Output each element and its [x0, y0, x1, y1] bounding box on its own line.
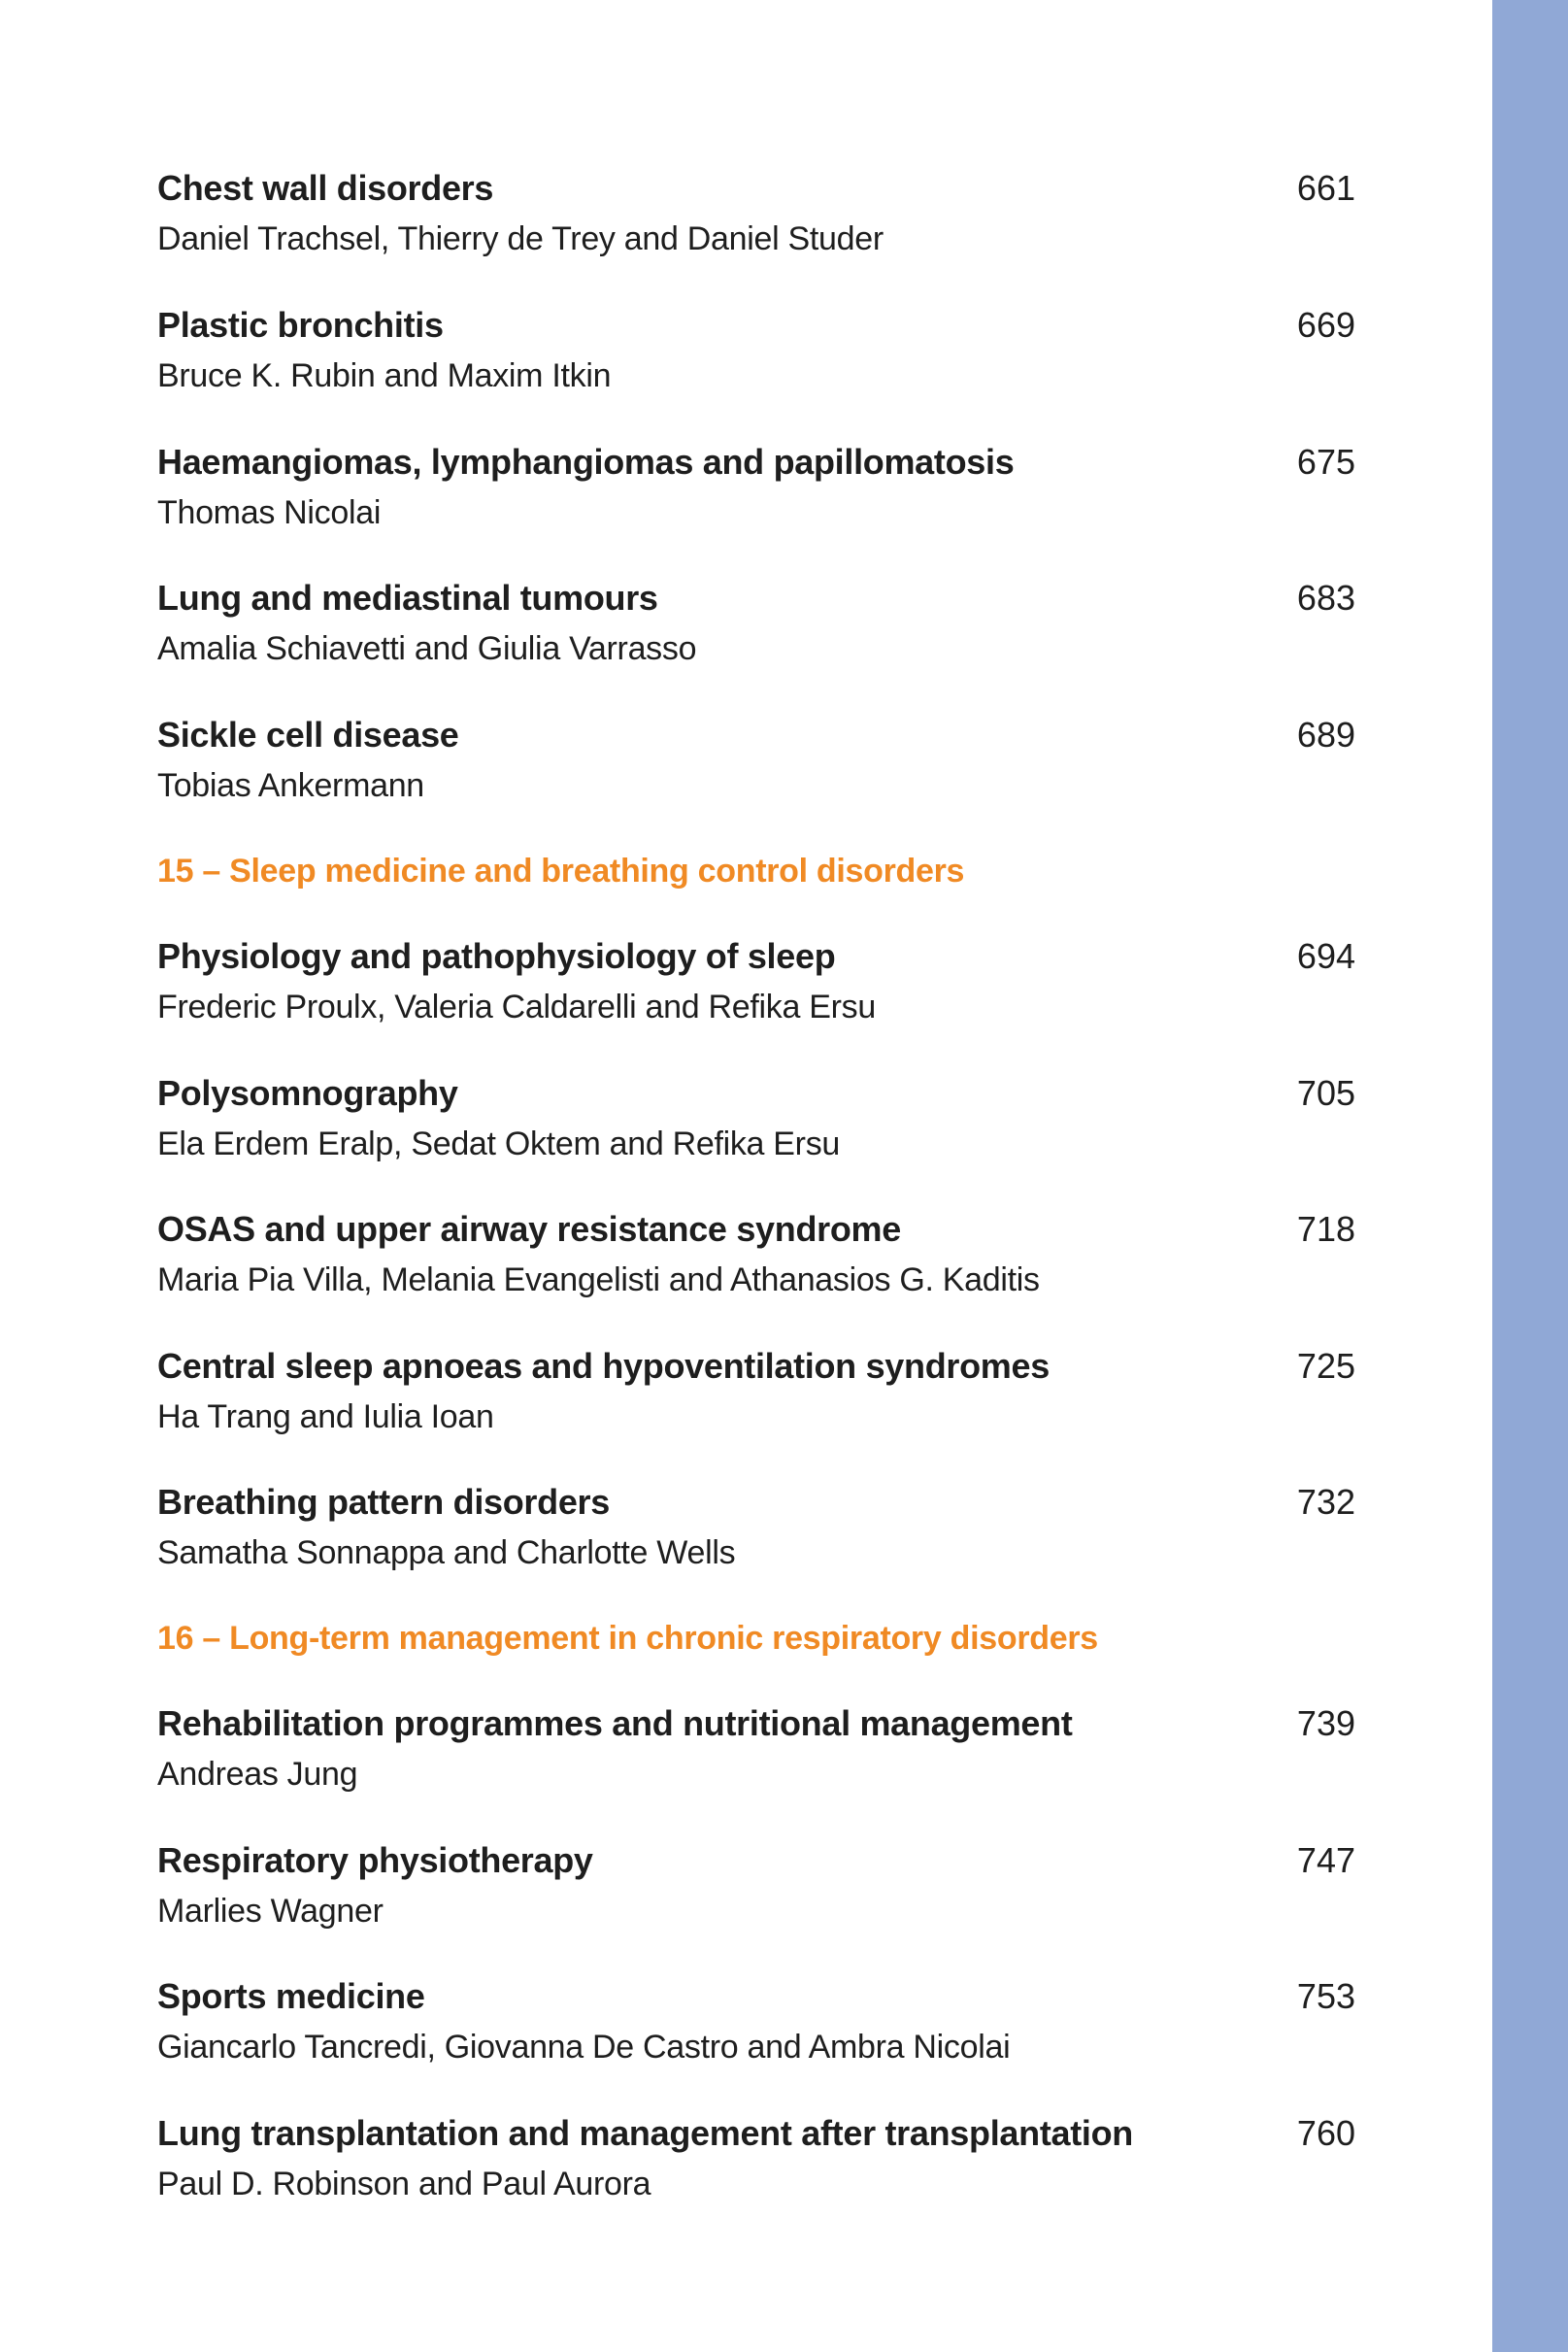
entry-title: Physiology and pathophysiology of sleep	[157, 936, 836, 976]
entry-authors: Samatha Sonnappa and Charlotte Wells	[157, 1534, 736, 1571]
entry-authors: Paul D. Robinson and Paul Aurora	[157, 2166, 651, 2202]
entry-page-number: 753	[1296, 1976, 1355, 2016]
entry-title: Central sleep apnoeas and hypoventilation syndromes	[157, 1346, 1050, 1386]
toc-entry-sickle-cell[interactable]	[157, 714, 1355, 811]
toc-entry-polysomnography[interactable]	[157, 1072, 1355, 1169]
entry-page-number: 661	[1296, 168, 1355, 208]
toc-entry-lung-mediastinal-tumours[interactable]	[157, 577, 1355, 674]
entry-page-number: 669	[1296, 305, 1355, 345]
table-of-contents	[157, 0, 1355, 2352]
toc-entry-lung-transplantation[interactable]	[157, 2112, 1355, 2209]
entry-page-number: 683	[1296, 578, 1355, 618]
entry-authors: Frederic Proulx, Valeria Caldarelli and Refika Ersu	[157, 989, 876, 1025]
entry-authors: Ela Erdem Eralp, Sedat Oktem and Refika Ersu	[157, 1126, 841, 1162]
entry-title: Sports medicine	[157, 1976, 425, 2016]
section-heading-16[interactable]: 16 – Long-term management in chronic respiratory disorders	[157, 1620, 1098, 1657]
entry-authors: Maria Pia Villa, Melania Evangelisti and Athanasios G. Kaditis	[157, 1261, 1040, 1298]
entry-page-number: 705	[1296, 1073, 1355, 1113]
toc-entry-sleep-physiology[interactable]	[157, 935, 1355, 1032]
entry-title: Rehabilitation programmes and nutritional management	[157, 1703, 1073, 1743]
entry-page-number: 732	[1296, 1482, 1355, 1522]
entry-authors: Marlies Wagner	[157, 1893, 384, 1930]
entry-title: Lung and mediastinal tumours	[157, 578, 658, 618]
entry-title: Lung transplantation and management after transplantation	[157, 2113, 1133, 2153]
entry-page-number: 718	[1296, 1209, 1355, 1249]
toc-entry-haemangiomas[interactable]	[157, 441, 1355, 538]
side-color-bar	[1492, 0, 1568, 2352]
entry-page-number: 675	[1296, 442, 1355, 482]
entry-title: Sickle cell disease	[157, 715, 459, 755]
entry-authors: Giancarlo Tancredi, Giovanna De Castro and Ambra Nicolai	[157, 2029, 1011, 2066]
entry-page-number: 694	[1296, 936, 1355, 976]
toc-entry-breathing-pattern[interactable]	[157, 1481, 1355, 1578]
entry-page-number: 760	[1296, 2113, 1355, 2153]
entry-title: Breathing pattern disorders	[157, 1482, 610, 1522]
toc-entry-sports-medicine[interactable]	[157, 1975, 1355, 2072]
section-heading-15[interactable]: 15 – Sleep medicine and breathing control disorders	[157, 853, 965, 890]
toc-entry-plastic-bronchitis[interactable]	[157, 304, 1355, 401]
toc-entry-central-sleep-apnoeas[interactable]	[157, 1345, 1355, 1442]
entry-title: OSAS and upper airway resistance syndrome	[157, 1209, 901, 1249]
entry-title: Haemangiomas, lymphangiomas and papillomatosis	[157, 442, 1015, 482]
toc-entry-rehabilitation[interactable]	[157, 1702, 1355, 1799]
entry-authors: Daniel Trachsel, Thierry de Trey and Daniel Studer	[157, 220, 884, 257]
entry-title: Plastic bronchitis	[157, 305, 444, 345]
entry-page-number: 725	[1296, 1346, 1355, 1386]
entry-authors: Ha Trang and Iulia Ioan	[157, 1398, 494, 1435]
entry-title: Respiratory physiotherapy	[157, 1840, 593, 1880]
entry-authors: Amalia Schiavetti and Giulia Varrasso	[157, 630, 697, 667]
toc-entry-osas[interactable]	[157, 1208, 1355, 1305]
entry-authors: Andreas Jung	[157, 1756, 358, 1793]
entry-page-number: 747	[1296, 1840, 1355, 1880]
entry-page-number: 739	[1296, 1703, 1355, 1743]
entry-title: Polysomnography	[157, 1073, 458, 1113]
entry-authors: Tobias Ankermann	[157, 767, 424, 804]
toc-entry-respiratory-physiotherapy[interactable]	[157, 1839, 1355, 1936]
entry-authors: Bruce K. Rubin and Maxim Itkin	[157, 357, 612, 394]
entry-title: Chest wall disorders	[157, 168, 494, 208]
toc-entry-chest-wall[interactable]	[157, 167, 1355, 264]
entry-page-number: 689	[1296, 715, 1355, 755]
entry-authors: Thomas Nicolai	[157, 494, 382, 531]
